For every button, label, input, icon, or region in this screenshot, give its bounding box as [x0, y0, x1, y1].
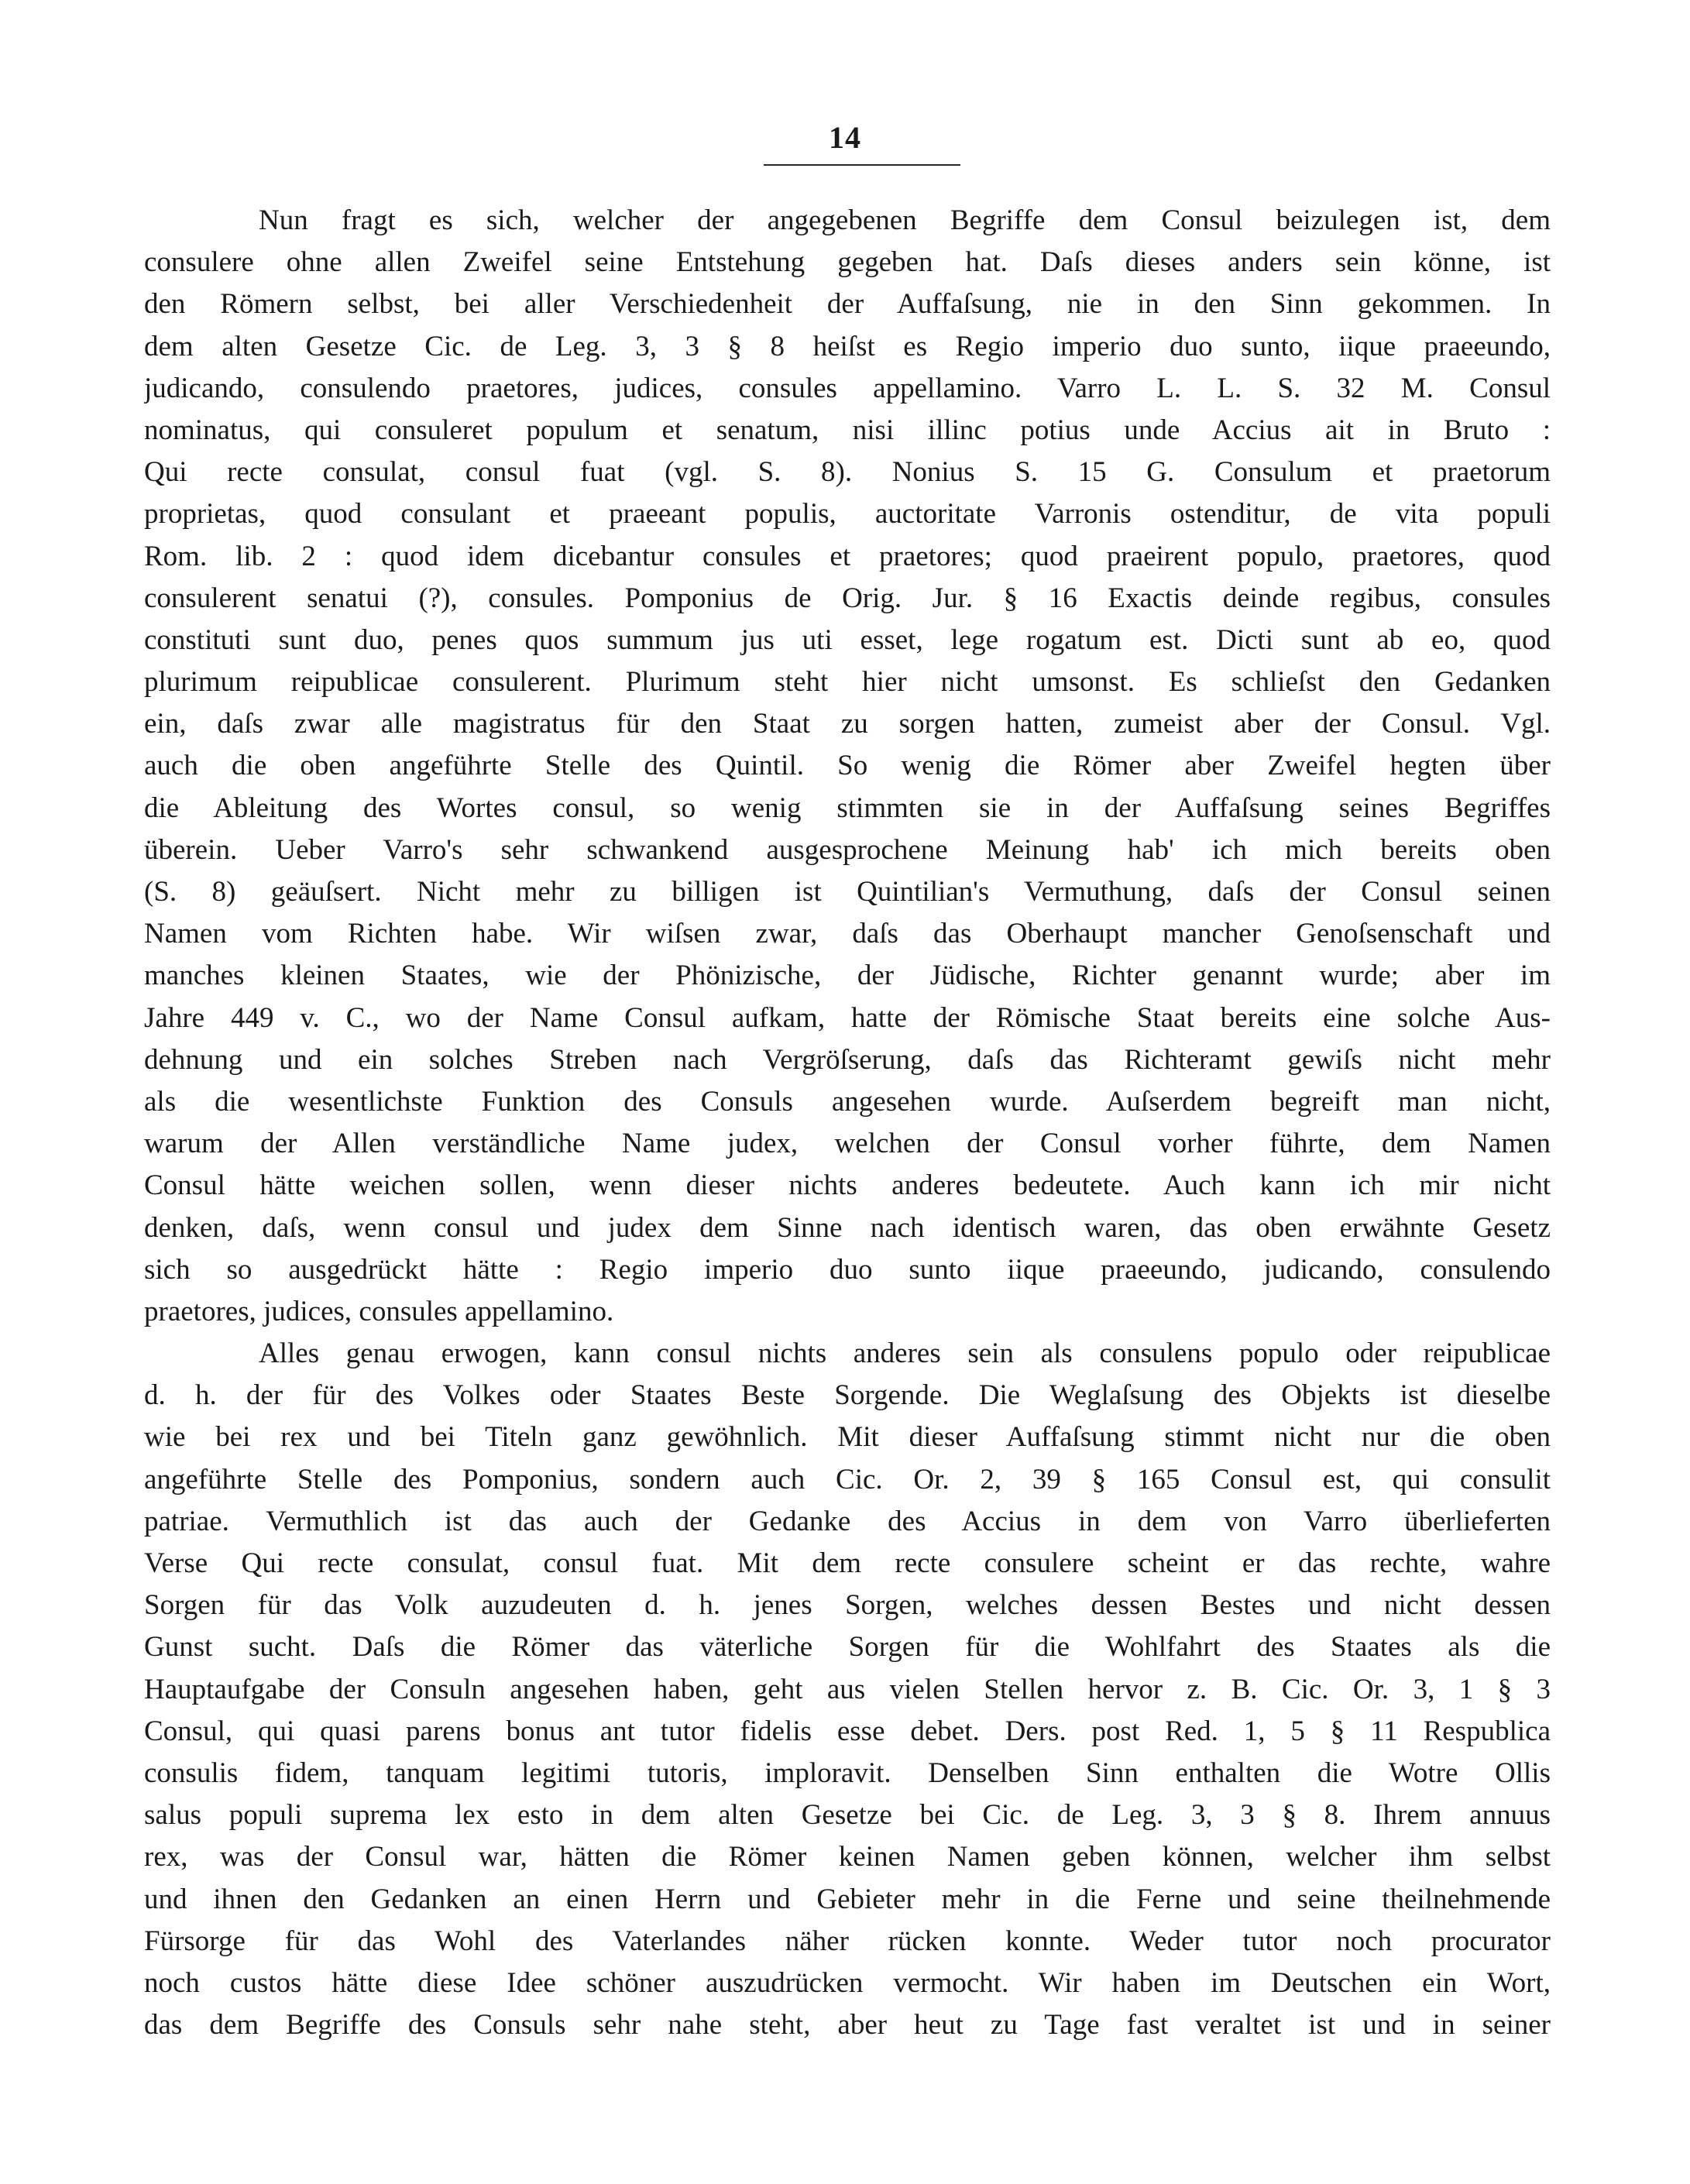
text-line: patriae. Vermuthlich ist das auch der Gedanke des Accius in dem von Varro überlieferten — [144, 1505, 1551, 1537]
header-rule — [764, 164, 960, 166]
text-line: wie bei rex und bei Titeln ganz gewöhnlich. Mit dieser Auffaſsung stimmt nicht nur die oben — [144, 1421, 1551, 1454]
text-line: Consul hätte weichen sollen, wenn dieser nichts anderes bedeutete. Auch kann ich mir nicht — [144, 1169, 1551, 1202]
text-line: Consul, qui quasi parens bonus ant tutor fidelis esse debet. Ders. post Red. 1, 5 § 11 Respublica — [144, 1715, 1551, 1747]
text-line: Namen vom Richten habe. Wir wiſsen zwar, daſs das Oberhaupt mancher Genoſsenschaft und — [144, 918, 1551, 950]
text-line: dehnung und ein solches Streben nach Vergröſserung, daſs das Richteramt gewiſs nicht mehr — [144, 1043, 1551, 1076]
text-line: Gunst sucht. Daſs die Römer das väterliche Sorgen für die Wohlfahrt des Staates als die — [144, 1631, 1551, 1664]
text-line: Sorgen für das Volk auzudeuten d. h. jenes Sorgen, welches dessen Bestes und nicht dessen — [144, 1589, 1551, 1622]
text-line: das dem Begriffe des Consuls sehr nahe steht, aber heut zu Tage fast veraltet ist und in seiner — [144, 2009, 1551, 2041]
text-line: judicando, consulendo praetores, judices, consules appellamino. Varro L. L. S. 32 M. Consul — [144, 372, 1551, 404]
text-line: plurimum reipublicae consulerent. Plurimum steht hier nicht umsonst. Es schlieſst den Gedanken — [144, 666, 1551, 699]
text-line: proprietas, quod consulant et praeeant populis, auctoritate Varronis ostenditur, de vita populi — [144, 498, 1551, 531]
text-line: Alles genau erwogen, kann consul nichts anderes sein als consulens populo oder reipublicae — [259, 1338, 1551, 1370]
text-line: manches kleinen Staates, wie der Phönizische, der Jüdische, Richter genannt wurde; aber im — [144, 960, 1551, 992]
text-line: rex, was der Consul war, hätten die Römer keinen Namen geben können, welcher ihm selbst — [144, 1841, 1551, 1873]
paragraph — [144, 200, 1551, 1333]
page-number: 14 — [829, 120, 861, 155]
text-line: d. h. der für des Volkes oder Staates Beste Sorgende. Die Weglaſsung des Objekts ist dieselbe — [144, 1379, 1551, 1412]
text-line: den Römern selbst, bei aller Verschiedenheit der Auffaſsung, nie in den Sinn gekommen. In — [144, 288, 1551, 321]
text-line: ein, daſs zwar alle magistratus für den Staat zu sorgen hatten, zumeist aber der Consul. Vgl. — [144, 708, 1551, 740]
text-line: warum der Allen verständliche Name judex, welchen der Consul vorher führte, dem Namen — [144, 1128, 1551, 1160]
text-line: Jahre 449 v. C., wo der Name Consul aufkam, hatte der Römische Staat bereits eine solche Aus- — [144, 1001, 1551, 1034]
text-line: praetores, judices, consules appellamino. — [144, 1295, 614, 1327]
text-line: noch custos hätte diese Idee schöner auszudrücken vermocht. Wir haben im Deutschen ein Wort, — [144, 1966, 1551, 1999]
text-line: Fürsorge für das Wohl des Vaterlandes näher rücken konnte. Weder tutor noch procurator — [144, 1925, 1551, 1957]
text-line: constituti sunt duo, penes quos summum jus uti esset, lege rogatum est. Dicti sunt ab eo, quod — [144, 623, 1551, 656]
text-line: salus populi suprema lex esto in dem alten Gesetze bei Cic. de Leg. 3, 3 § 8. Ihrem annuus — [144, 1799, 1551, 1832]
text-line: Nun fragt es sich, welcher der angegebenen Begriffe dem Consul beizulegen ist, dem — [259, 204, 1551, 236]
text-line: Qui recte consulat, consul fuat (vgl. S. 8). Nonius S. 15 G. Consulum et praetorum — [144, 456, 1551, 489]
text-line: Verse Qui recte consulat, consul fuat. Mit dem recte consulere scheint er das rechte, wahre — [144, 1547, 1551, 1579]
text-line: denken, daſs, wenn consul und judex dem Sinne nach identisch waren, das oben erwähnte Gesetz — [144, 1211, 1551, 1244]
text-line: als die wesentlichste Funktion des Consuls angesehen wurde. Auſserdem begreift man nicht, — [144, 1085, 1551, 1118]
text-line: consulerent senatui (?), consules. Pomponius de Orig. Jur. § 16 Exactis deinde regibus, consules — [144, 582, 1551, 614]
text-line: Hauptaufgabe der Consuln angesehen haben, geht aus vielen Stellen hervor z. B. Cic. Or. 3, 1 § 3 — [144, 1673, 1551, 1705]
body-text — [144, 200, 1551, 2046]
text-line: die Ableitung des Wortes consul, so wenig stimmten sie in der Auffaſsung seines Begriffes — [144, 792, 1551, 824]
text-line: Rom. lib. 2 : quod idem dicebantur consules et praetores; quod praeirent populo, praetores, quod — [144, 540, 1551, 572]
text-line: überein. Ueber Varro's sehr schwankend ausgesprochene Meinung hab' ich mich bereits oben — [144, 833, 1551, 866]
text-line: angeführte Stelle des Pomponius, sondern auch Cic. Or. 2, 39 § 165 Consul est, qui consulit — [144, 1463, 1551, 1495]
text-line: (S. 8) geäuſsert. Nicht mehr zu billigen ist Quintilian's Vermuthung, daſs der Consul seinen — [144, 876, 1551, 908]
text-line: und ihnen den Gedanken an einen Herrn und Gebieter mehr in die Ferne und seine theilnehmende — [144, 1883, 1551, 1915]
paragraph — [144, 1333, 1551, 2046]
text-line: consulis fidem, tanquam legitimi tutoris, imploravit. Denselben Sinn enthalten die Wotre Ollis — [144, 1756, 1551, 1789]
text-line: nominatus, qui consuleret populum et senatum, nisi illinc potius unde Accius ait in Bruto : — [144, 414, 1551, 446]
text-line: sich so ausgedrückt hätte : Regio imperio duo sunto iique praeeundo, judicando, consulendo — [144, 1253, 1551, 1286]
text-line: dem alten Gesetze Cic. de Leg. 3, 3 § 8 heiſst es Regio imperio duo sunto, iique praeeundo, — [144, 330, 1551, 362]
text-line: auch die oben angeführte Stelle des Quintil. So wenig die Römer aber Zweifel hegten über — [144, 750, 1551, 782]
text-line: consulere ohne allen Zweifel seine Entstehung gegeben hat. Daſs dieses anders sein könne, ist — [144, 246, 1551, 279]
